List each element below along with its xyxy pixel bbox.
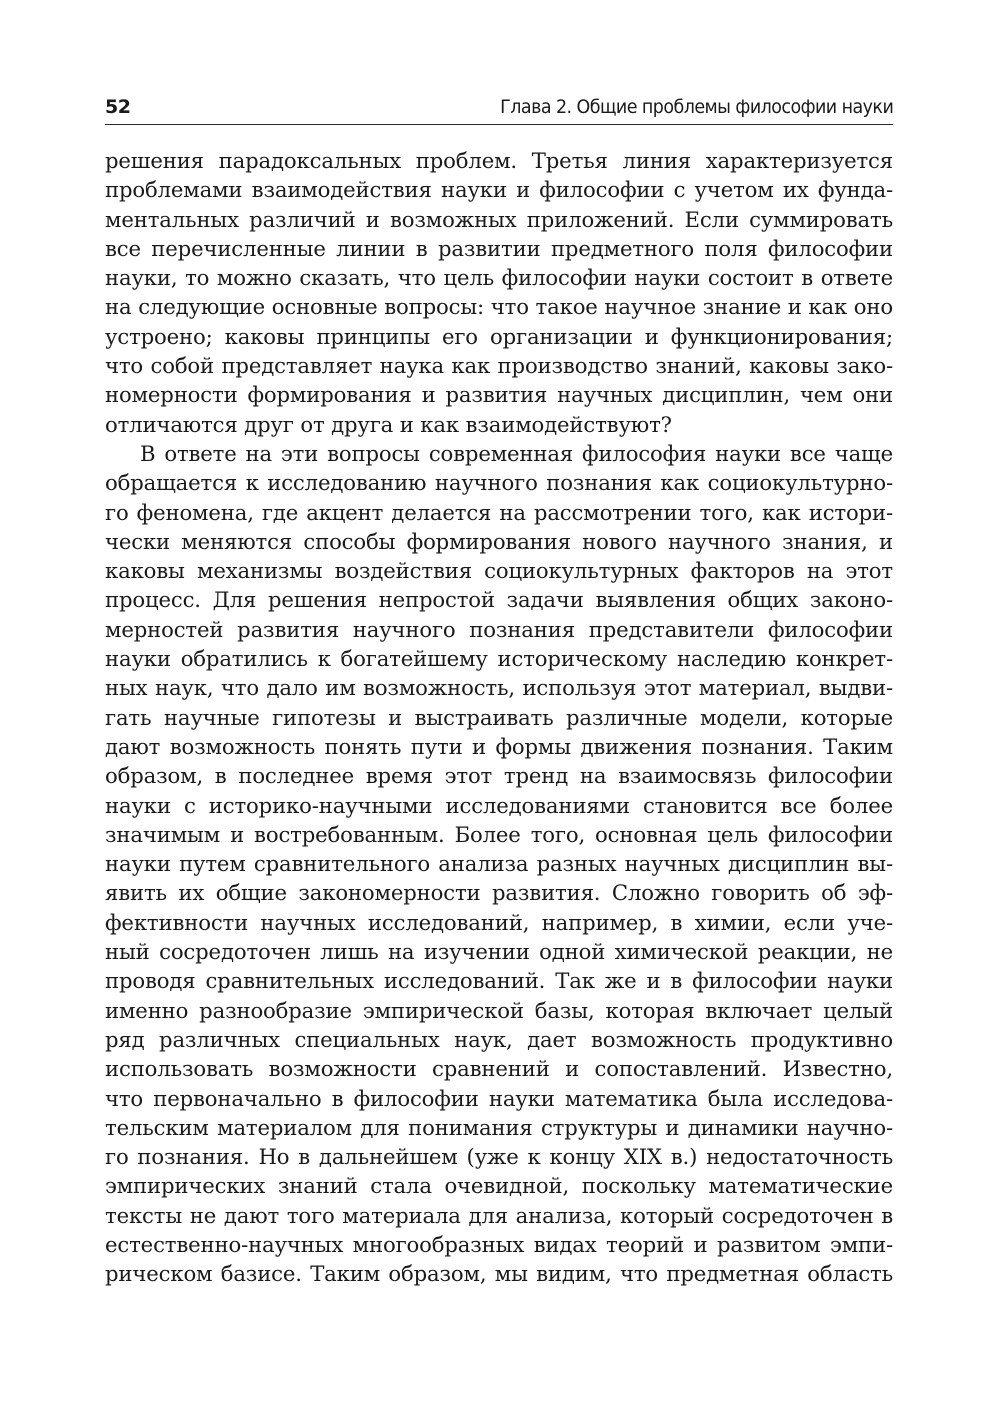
text-line: явить их общие закономерности развития. Сложно говорить об эф- (105, 880, 893, 906)
text-line: го познания. Но в дальнейшем (уже к концу XIX в.) недостаточность (105, 1144, 893, 1170)
text-line: значимым и востребованным. Более того, основная цель философии (105, 821, 893, 847)
text-line: гать научные гипотезы и выстраивать различные модели, которые (105, 704, 893, 730)
text-line: устроено; каковы принципы его организации и функционирования; (105, 323, 893, 349)
text-line: науки обратились к богатейшему историческому наследию конкрет- (105, 646, 893, 672)
text-line: обращается к исследованию научного познания как социокультурно- (105, 470, 893, 496)
text-line: использовать возможности сравнений и сопоставлений. Известно, (105, 1056, 893, 1082)
text-line: образом, в последнее время этот тренд на взаимосвязь философии (105, 763, 893, 789)
text-line: естественно-научных многообразных видах теорий и развитом эмпи- (105, 1231, 893, 1257)
text-line: эмпирических знаний стала очевидной, поскольку математические (105, 1173, 893, 1199)
text-line: фективности научных исследований, например, в химии, если уче- (105, 909, 893, 935)
text-line: тексты не дают того материала для анализа, который сосредоточен в (105, 1202, 893, 1228)
page-number: 52 (105, 96, 131, 118)
text-line: науки с историко-научными исследованиями становится все более (105, 792, 893, 818)
text-line: рическом базисе. Таким образом, мы видим, что предметная область (105, 1261, 893, 1287)
text-line: науки, то можно сказать, что цель философии науки состоит в ответе (105, 265, 893, 291)
text-line: ряд различных специальных наук, дает возможность продуктивно (105, 1026, 893, 1052)
text-line: решения парадоксальных проблем. Третья линия характеризуется (105, 148, 893, 173)
text-line: В ответе на эти вопросы современная философия науки все чаще (140, 440, 893, 466)
text-line: отличаются друг от друга и как взаимодействуют? (105, 411, 672, 437)
text-line: что собой представляет наука как производство знаний, каковы зако- (105, 353, 893, 379)
text-line: чески меняются способы формирования нового научного знания, и (105, 528, 893, 554)
text-line: го феномена, где акцент делается на рассмотрении того, как истори- (105, 499, 893, 525)
text-line: ментальных различий и возможных приложений. Если суммировать (105, 206, 893, 232)
text-line: проблемами взаимодействия науки и философии с учетом их фунда- (105, 177, 893, 203)
text-line: процесс. Для решения непростой задачи выявления общих законо- (105, 587, 893, 613)
text-line: именно разнообразие эмпирической базы, которая включает целый (105, 997, 893, 1023)
text-line: тельским материалом для понимания структуры и динамики научно- (105, 1114, 893, 1140)
text-line: ный сосредоточен лишь на изучении одной химической реакции, не (105, 939, 893, 965)
text-line: ных наук, что дало им возможность, используя этот материал, выдви- (105, 675, 893, 701)
text-line: все перечисленные линии в развитии предметного поля философии (105, 235, 893, 261)
text-line: каковы механизмы воздействия социокультурных факторов на этот (105, 558, 893, 584)
text-line: проводя сравнительных исследований. Так же и в философии науки (105, 968, 893, 994)
paragraph (105, 439, 893, 1289)
text-line: дают возможность понять пути и формы движения познания. Таким (105, 733, 893, 759)
text-line: что первоначально в философии науки математика была исследова- (105, 1085, 893, 1111)
text-line: на следующие основные вопросы: что такое научное знание и как оно (105, 294, 893, 320)
page-header (105, 92, 893, 125)
text-line: номерности формирования и развития научных дисциплин, чем они (105, 382, 893, 408)
body-text (105, 146, 893, 1289)
text-line: науки путем сравнительного анализа разных научных дисциплин вы- (105, 851, 893, 877)
paragraph (105, 146, 893, 439)
running-head: Глава 2. Общие проблемы философии науки (499, 96, 893, 118)
text-line: мерностей развития научного познания представители философии (105, 616, 893, 642)
